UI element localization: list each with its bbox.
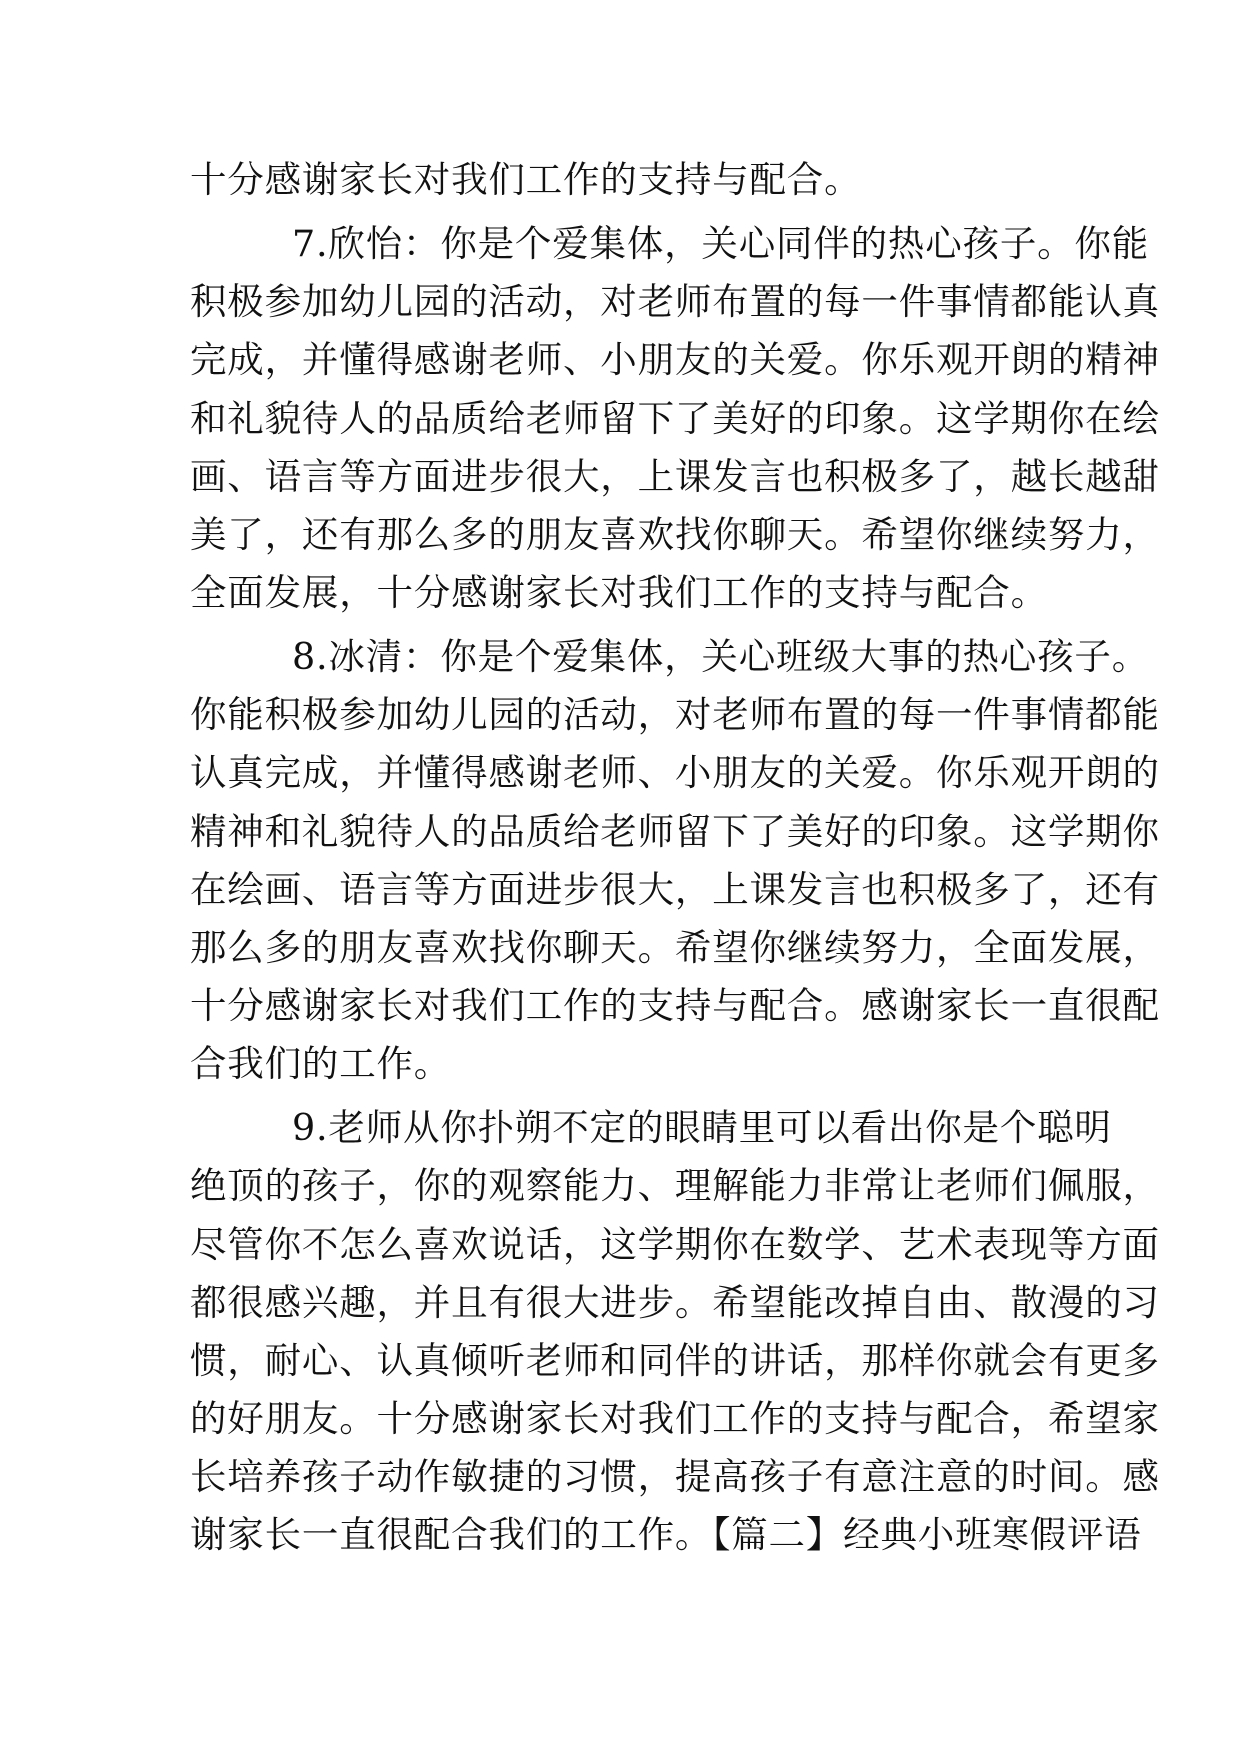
text-line: 认真完成，并懂得感谢老师、小朋友的关爱。你乐观开朗的 — [190, 751, 1160, 795]
text-line: 十分感谢家长对我们工作的支持与配合。 — [190, 158, 862, 201]
text-line: 谢家长一直很配合我们的工作。【篇二】经典小班寒假评语 — [190, 1513, 1142, 1557]
text-line: 绝顶的孩子，你的观察能力、理解能力非常让老师们佩服， — [190, 1164, 1160, 1208]
text-line: 长培养孩子动作敏捷的习惯，提高孩子有意注意的时间。感 — [190, 1455, 1160, 1499]
text-line: 在绘画、语言等方面进步很大，上课发言也积极多了，还有 — [190, 867, 1160, 911]
text-line: 惯，耐心、认真倾听老师和同伴的讲话，那样你就会有更多 — [190, 1338, 1160, 1382]
text-line: 8.冰清：你是个爱集体，关心班级大事的热心孩子。 — [292, 635, 1150, 679]
text-line: 9.老师从你扑朔不定的眼睛里可以看出你是个聪明 — [292, 1106, 1112, 1150]
paragraph-6-tail — [190, 151, 1060, 209]
paragraph-9 — [190, 1099, 1160, 1564]
text-line: 画、语言等方面进步很大，上课发言也积极多了，越长越甜 — [190, 454, 1160, 498]
text-line: 美了，还有那么多的朋友喜欢找你聊天。希望你继续努力， — [190, 512, 1160, 556]
document-body — [190, 151, 1160, 1564]
text-line: 合我们的工作。 — [190, 1042, 452, 1086]
text-line: 你能积极参加幼儿园的活动，对老师布置的每一件事情都能 — [190, 693, 1160, 737]
text-line: 全面发展，十分感谢家长对我们工作的支持与配合。 — [190, 570, 1048, 614]
text-line: 完成，并懂得感谢老师、小朋友的关爱。你乐观开朗的精神 — [190, 338, 1160, 382]
text-line: 和礼貌待人的品质给老师留下了美好的印象。这学期你在绘 — [190, 396, 1160, 440]
text-line: 7.欣怡：你是个爱集体，关心同伴的热心孩子。你能 — [292, 222, 1150, 266]
text-line: 尽管你不怎么喜欢说话，这学期你在数学、艺术表现等方面 — [190, 1222, 1160, 1266]
text-line: 积极参加幼儿园的活动，对老师布置的每一件事情都能认真 — [190, 280, 1160, 324]
text-line: 十分感谢家长对我们工作的支持与配合。感谢家长一直很配 — [190, 983, 1160, 1027]
text-line: 的好朋友。十分感谢家长对我们工作的支持与配合，希望家 — [190, 1396, 1160, 1440]
text-line: 精神和礼貌待人的品质给老师留下了美好的印象。这学期你 — [190, 809, 1160, 853]
text-line: 那么多的朋友喜欢找你聊天。希望你继续努力，全面发展， — [190, 925, 1160, 969]
text-line: 都很感兴趣，并且有很大进步。希望能改掉自由、散漫的习 — [190, 1280, 1160, 1324]
paragraph-8 — [190, 628, 1160, 1093]
paragraph-7 — [190, 215, 1160, 622]
